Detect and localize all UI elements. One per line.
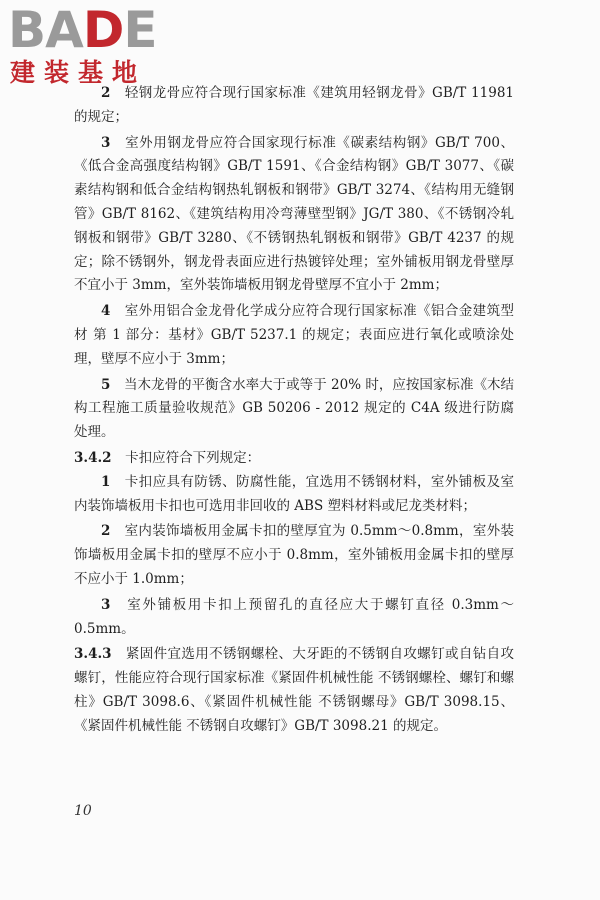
section-3-4-2-item-2 [74,520,514,591]
logo-word-part1: BA [8,1,83,59]
paragraph-item-3 [74,132,514,299]
item-text: 室内装饰墙板用金属卡扣的壁厚宜为 0.5mm～0.8mm，室外装饰墙板用金属卡扣的壁厚不应小于 0.8mm，室外铺板用金属卡扣的壁厚不应小于 1.0mm； [74,523,515,587]
item-text: 室外铺板用卡扣上预留孔的直径应大于螺钉直径 0.3mm～0.5mm。 [74,596,514,637]
section-text: 紧固件宜选用不锈钢螺栓、大牙距的不锈钢自攻螺钉或自钻自攻螺钉，性能应符合现行国家标准《紧固件机械性能 不锈钢螺栓、螺钉和螺柱》GB/T 3098.6、《紧固件机械性能 不锈钢螺母》GB/T 3098.15、《紧固件机械性能 不锈钢自攻螺钉》GB/T 3098.21 的规定。 [74,646,515,734]
paragraph-item-5 [74,374,514,445]
item-number: 3 [101,134,111,151]
section-3-4-2-item-1 [74,471,514,519]
item-text: 室外用铝合金龙骨化学成分应符合现行国家标准《铝合金建筑型材 第 1 部分：基材》GB/T 5237.1 的规定；表面应进行氧化或喷涂处理，壁厚不应小于 3mm； [74,303,515,367]
item-text: 室外用钢龙骨应符合国家现行标准《碳素结构钢》GB/T 700、《低合金高强度结构钢》GB/T 1591、《合金结构钢》GB/T 3077、《碳素结构钢和低合金结构钢热轧钢板和钢带》GB/T 3274、《结构用无缝钢管》GB/T 8162、《建筑结构用冷弯薄壁型钢》JG/T 380、《不锈钢冷轧钢板和钢带》GB/T 3280、《不锈钢热轧钢板和钢带》GB/T 4237 的规定；除不锈钢外，钢龙骨表面应进行热镀锌处理；室外铺板用钢龙骨壁厚不宜小于 3mm，室外装饰墙板用钢龙骨壁厚不宜小于 2mm； [74,134,515,294]
document-body [74,82,514,739]
logo-wordmark [8,2,156,58]
item-number: 1 [101,473,111,490]
logo-word-part2: E [123,1,157,59]
item-text: 当木龙骨的平衡含水率大于或等于 20% 时，应按国家标准《木结构工程施工质量验收规范》GB 50206 - 2012 规定的 C4A 级进行防腐处理。 [74,376,515,441]
section-text: 卡扣应符合下列规定： [125,449,261,466]
section-3-4-3 [74,643,514,738]
logo-word-accent: D [82,1,124,59]
section-3-4-2-heading [74,447,514,471]
logo-subtitle: 建装基地 [10,58,147,87]
item-number: 2 [101,523,111,540]
paragraph-item-4 [74,300,514,371]
section-3-4-2-item-3 [74,594,514,642]
item-text: 卡扣应具有防锈、防腐性能，宜选用不锈钢材料，室外铺板及室内装饰墙板用卡扣也可选用非回收的 ABS 塑料材料或尼龙类材料； [74,473,515,514]
section-number: 3.4.2 [74,449,112,466]
item-number: 4 [101,303,111,320]
item-number: 2 [101,85,111,101]
page-number: 10 [74,803,92,819]
item-text: 轻钢龙骨应符合现行国家标准《建筑用轻钢龙骨》GB/T 11981 的规定； [74,85,515,125]
bade-logo [8,2,178,90]
item-number: 5 [101,376,111,393]
paragraph-item-2 [74,82,514,130]
section-number: 3.4.3 [74,646,112,663]
item-number: 3 [101,596,111,613]
